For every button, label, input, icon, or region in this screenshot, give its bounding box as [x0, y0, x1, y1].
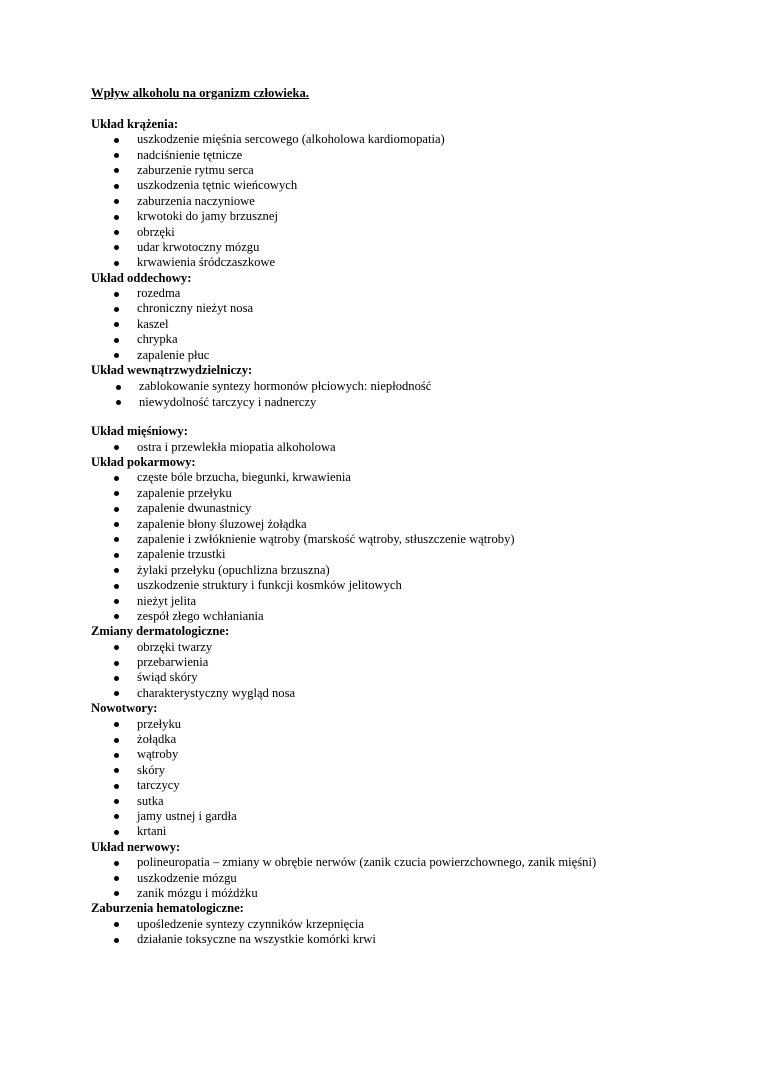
bullet-icon	[114, 168, 119, 173]
list-item	[91, 763, 731, 778]
bullet-icon	[114, 338, 119, 343]
list-item	[91, 209, 731, 224]
bullet-icon	[114, 153, 119, 158]
list-item	[91, 578, 731, 593]
list-item-text: żołądka	[137, 732, 177, 747]
list-item-text: przełyku	[137, 716, 182, 731]
bullet-icon	[114, 322, 119, 327]
bullet-icon	[114, 184, 119, 189]
list-item	[91, 194, 731, 209]
list-item-text: chroniczny nieżyt nosa	[137, 301, 254, 316]
bullet-icon	[114, 307, 119, 312]
bullet-icon	[114, 799, 119, 804]
list-item	[91, 563, 731, 578]
list-item-text: obrzęki	[137, 224, 175, 239]
list-item-text: nadciśnienie tętnicze	[137, 147, 243, 162]
list-item-text: krwawienia śródczaszkowe	[137, 255, 276, 270]
list-item-text: kaszel	[137, 316, 169, 331]
list-item-text: niewydolność tarczycy i nadnerczy	[139, 394, 317, 409]
document-page	[91, 86, 731, 947]
list-item	[91, 301, 731, 316]
bullet-icon	[114, 353, 119, 358]
list-item-text: jamy ustnej i gardła	[137, 808, 237, 823]
list-item-text: żylaki przełyku (opuchlizna brzuszna)	[137, 562, 330, 577]
bullet-icon	[114, 199, 119, 204]
list-item	[91, 286, 731, 301]
list-item	[91, 395, 731, 410]
bullet-icon	[114, 784, 119, 789]
list-item	[91, 348, 731, 363]
list-item-text: przebarwienia	[137, 655, 209, 670]
list-item-text: uszkodzenia tętnic wieńcowych	[137, 178, 298, 193]
list-item-text: krtani	[137, 824, 167, 839]
list-item-text: ostra i przewlekła miopatia alkoholowa	[137, 439, 336, 454]
bullet-list	[91, 379, 731, 410]
bullet-icon	[114, 876, 119, 881]
list-item-text: częste bóle brzucha, biegunki, krwawienia	[137, 470, 352, 485]
bullet-icon	[114, 753, 119, 758]
bullet-list	[91, 855, 731, 901]
bullet-icon	[114, 138, 119, 143]
list-item-text: zablokowanie syntezy hormonów płciowych: niepłodność	[139, 379, 432, 394]
bullet-list	[91, 717, 731, 840]
list-item	[91, 871, 731, 886]
bullet-icon	[114, 537, 119, 542]
bullet-list	[91, 440, 731, 455]
list-item-text: zaburzenia naczyniowe	[137, 193, 255, 208]
list-item	[91, 501, 731, 516]
section-heading: Układ nerwowy:	[91, 839, 181, 854]
list-item	[91, 747, 731, 762]
list-item-text: zapalenie przełyku	[137, 485, 232, 500]
list-item-text: uszkodzenie struktury i funkcji kosmków jelitowych	[137, 578, 402, 593]
list-item-text: zanik mózgu i móżdżku	[137, 885, 258, 900]
list-item-text: rozedma	[137, 286, 181, 301]
bullet-icon	[114, 292, 119, 297]
list-item	[91, 655, 731, 670]
bullet-icon	[114, 245, 119, 250]
list-item-text: uszkodzenie mięśnia sercowego (alkoholowa kardiomopatia)	[137, 132, 445, 147]
bullet-icon	[114, 691, 119, 696]
bullet-icon	[114, 445, 119, 450]
bullet-icon	[114, 230, 119, 235]
list-item	[91, 855, 731, 870]
list-item	[91, 932, 731, 947]
list-item-text: polineuropatia – zmiany w obrębie nerwów (zanik czucia powierzchownego, zanik mięśni)	[137, 855, 597, 870]
document-title: Wpływ alkoholu na organizm człowieka.	[91, 86, 309, 100]
list-item	[91, 517, 731, 532]
bullet-icon	[114, 599, 119, 604]
list-item	[91, 809, 731, 824]
bullet-icon	[114, 768, 119, 773]
sections-container	[91, 117, 731, 948]
bullet-icon	[114, 568, 119, 573]
list-item	[91, 178, 731, 193]
bullet-icon	[114, 661, 119, 666]
list-item-text: zapalenie trzustki	[137, 547, 226, 562]
list-item	[91, 547, 731, 562]
list-item	[91, 486, 731, 501]
list-item	[91, 886, 731, 901]
section-heading: Nowotwory:	[91, 701, 158, 716]
bullet-list	[91, 132, 731, 271]
list-item-text: charakterystyczny wygląd nosa	[137, 685, 296, 700]
list-item	[91, 732, 731, 747]
bullet-icon	[114, 891, 119, 896]
list-item-text: nieżyt jelita	[137, 593, 197, 608]
list-item	[91, 778, 731, 793]
list-item	[91, 163, 731, 178]
list-item	[91, 317, 731, 332]
list-item-text: działanie toksyczne na wszystkie komórki krwi	[137, 932, 376, 947]
list-item	[91, 379, 731, 394]
list-item-text: zapalenie płuc	[137, 347, 210, 362]
bullet-list	[91, 917, 731, 948]
list-item	[91, 594, 731, 609]
bullet-list	[91, 286, 731, 363]
section-heading: Układ pokarmowy:	[91, 454, 196, 469]
bullet-icon	[114, 738, 119, 743]
list-item-text: zespół złego wchłaniania	[137, 608, 264, 623]
bullet-icon	[114, 676, 119, 681]
bullet-list	[91, 640, 731, 702]
list-item	[91, 532, 731, 547]
list-item-text: sutka	[137, 793, 164, 808]
list-item	[91, 917, 731, 932]
list-item	[91, 332, 731, 347]
list-item-text: zapalenie i zwłóknienie wątroby (marskość wątroby, stłuszczenie wątroby)	[137, 531, 515, 546]
bullet-icon	[114, 507, 119, 512]
list-item-text: chrypka	[137, 332, 178, 347]
section-heading: Układ wewnątrzwydzielniczy:	[91, 363, 253, 378]
list-item-text: krwotoki do jamy brzusznej	[137, 209, 278, 224]
list-item	[91, 640, 731, 655]
list-item	[91, 686, 731, 701]
bullet-icon	[114, 830, 119, 835]
list-item	[91, 717, 731, 732]
bullet-icon	[116, 385, 121, 390]
bullet-icon	[114, 922, 119, 927]
list-item	[91, 470, 731, 485]
section-heading: Układ oddechowy:	[91, 270, 192, 285]
list-item	[91, 132, 731, 147]
section-heading: Zmiany dermatologiczne:	[91, 624, 230, 639]
bullet-icon	[114, 614, 119, 619]
bullet-icon	[114, 584, 119, 589]
list-item	[91, 240, 731, 255]
bullet-icon	[114, 215, 119, 220]
section-heading: Układ mięśniowy:	[91, 424, 188, 439]
section-heading: Zaburzenia hematologiczne:	[91, 901, 244, 916]
list-item-text: tarczycy	[137, 778, 180, 793]
bullet-icon	[114, 938, 119, 943]
bullet-list	[91, 470, 731, 624]
section-heading: Układ krążenia:	[91, 116, 179, 131]
bullet-icon	[116, 400, 121, 405]
list-item-text: zapalenie błony śluzowej żołądka	[137, 516, 307, 531]
list-item-text: świąd skóry	[137, 670, 198, 685]
list-item-text: upośledzenie syntezy czynników krzepnięcia	[137, 916, 364, 931]
list-item	[91, 440, 731, 455]
bullet-icon	[114, 861, 119, 866]
bullet-icon	[114, 553, 119, 558]
list-item-text: uszkodzenie mózgu	[137, 870, 237, 885]
list-item	[91, 824, 731, 839]
bullet-icon	[114, 645, 119, 650]
list-item	[91, 609, 731, 624]
bullet-icon	[114, 522, 119, 527]
list-item-text: skóry	[137, 762, 165, 777]
list-item	[91, 794, 731, 809]
bullet-icon	[114, 722, 119, 727]
bullet-icon	[114, 491, 119, 496]
list-item-text: wątroby	[137, 747, 179, 762]
list-item-text: zaburzenie rytmu serca	[137, 162, 254, 177]
bullet-icon	[114, 814, 119, 819]
list-item-text: obrzęki twarzy	[137, 639, 213, 654]
list-item	[91, 225, 731, 240]
list-item	[91, 670, 731, 685]
bullet-icon	[114, 476, 119, 481]
list-item-text: zapalenie dwunastnicy	[137, 501, 252, 516]
list-item	[91, 255, 731, 270]
list-item-text: udar krwotoczny mózgu	[137, 239, 260, 254]
list-item	[91, 148, 731, 163]
bullet-icon	[114, 261, 119, 266]
